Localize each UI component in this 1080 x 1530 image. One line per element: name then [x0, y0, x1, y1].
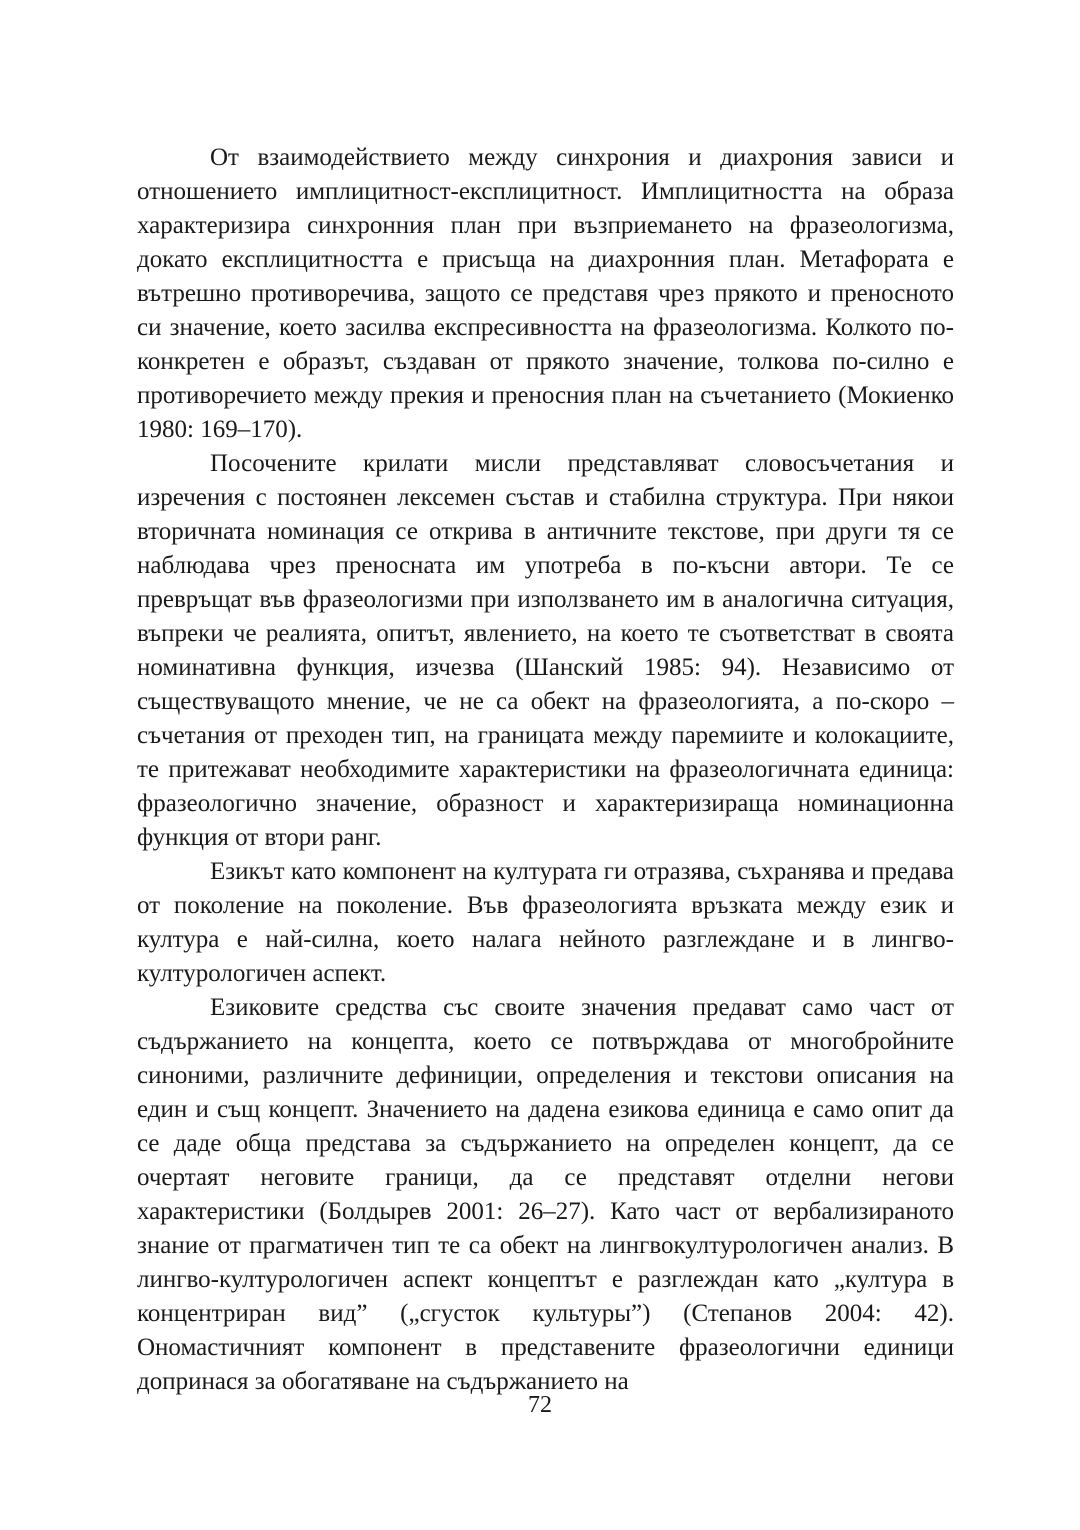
paragraph-2: Посочените крилати мисли представляват словосъчетания и изречения с постоянен лексемен състав и стабилна структура. При някои вторичната номинация се открива в античните текстове, при други тя се наблюдава чрез преносната им употреба в по-късни автори. Те се превръщат във фразеологизми при използването им в аналогична ситуация, въпреки че реалията, опитът, явлението, на което те съответстват в своята номинативна функция, изчезва (Шанский 1985: 94). Независимо от съществуващото мнение, че не са обект на фразеологията, а по-скоро – съчетания от преходен тип, на границата между паремиите и колокациите, те притежават необходимите характеристики на фразеологичната единица: фразеологично значение, образност и характеризираща номинационна функция от втори ранг.: [137, 450, 954, 851]
paragraph-3: Езикът като компонент на културата ги отразява, съхранява и предава от поколение на поколение. Във фразеологията връзката между език и култура е най-силна, което налага нейното разглеждане и в лингво-културологичен аспект.: [137, 858, 954, 987]
paragraph-4: Езиковите средства със своите значения предават само част от съдържанието на концепта, което се потвърждава от многобройните синоними, различните дефиниции, определения и текстови описания на един и същ концепт. Значението на дадена езикова единица е само опит да се даде обща представа за съдържанието на определен концепт, да се очертаят неговите граници, да се представят отделни негови характеристики (Болдырев 2001: 26–27). Като част от вербализираното знание от прагматичен тип те са обект на лингвокултурологичен анализ. В лингво-културологичен аспект концептът е разглеждан като „култура в концентриран вид” („сгусток культуры”) (Степанов 2004: 42). Ономастичният компонент в представените фразеологични единици допринася за обогатяване на съдържанието на: [137, 994, 954, 1395]
body-text: [137, 141, 954, 1399]
paragraph-1: От взаимодействието между синхрония и диахрония зависи и отношението имплицитност-експлицитност. Имплицитността на образа характеризира синхронния план при възприемането на фразеологизма, докато експлицитността е присъща на диахронния план. Метафората е вътрешно противоречива, защото се представя чрез прякото и преносното си значение, което засилва експресивността на фразеологизма. Колкото по-конкретен е образът, създаван от прякото значение, толкова по-силно е противоречието между прекия и преносния план на съчетанието (Мокиенко 1980: 169–170).: [137, 144, 954, 443]
page-number: 72: [528, 1392, 552, 1418]
